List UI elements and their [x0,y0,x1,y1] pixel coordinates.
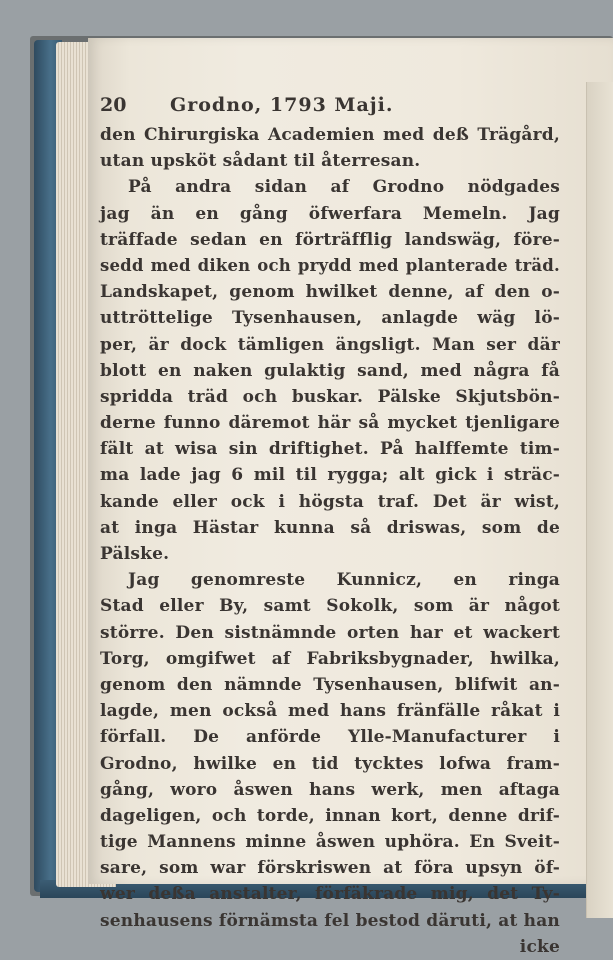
text-line: per, är dock tämligen ängsligt. Man ser där [100,334,560,355]
text-line: Torg, omgifwet af Fabriksbygnader, hwilka, [100,648,560,669]
text-line: spridda träd och buskar. Pälske Skjutsbön- [100,386,560,407]
text-line: träffade sedan en förträfflig landswäg, före- [100,229,560,250]
text-line: kande eller ock i högsta traf. Det är wist, [100,491,560,512]
text-line: senhausens förnämsta fel bestod däruti, at han [100,910,560,931]
text-line: ma lade jag 6 mil til rygga; alt gick i sträc- [100,465,560,486]
text-line: derne funno däremot här så mycket tjenligare [100,413,560,434]
text-line: fält at wisa sin driftighet. På halffemte tim- [100,439,560,460]
catchword: icke [519,936,560,957]
text-line: Jag genomreste Kunnicz, en ringa [128,570,560,591]
text-line: wer deßa anstalter, förfäkrade mig, det Ty- [100,884,560,905]
text-line: at inga Hästar kunna så driswas, som de [100,517,560,538]
text-line: Grodno, hwilke en tid tycktes lofwa fram- [100,753,560,774]
page-text [100,92,560,960]
text-line: utan upsköt sådant til återresan. [100,151,421,172]
text-line: större. Den sistnämnde orten har et wackert [100,622,560,643]
text-line: tige Mannens minne åswen uphöra. En Sveit- [100,832,560,853]
text-line: lagde, men också med hans fränfälle råkat i [100,701,560,722]
text-line: gång, woro åswen hans werk, men aftaga [100,779,560,800]
text-line: jag än en gång öfwerfara Memeln. Jag [100,203,560,224]
text-line: dageligen, och torde, innan kort, denne drif- [100,805,560,826]
text-line: den Chirurgiska Academien med deß Trägård, [100,125,560,145]
running-head: Grodno, 1793 Maji. [170,94,394,116]
text-line: På andra sidan af Grodno nödgades [128,177,560,198]
text-line: Stad eller By, samt Sokolk, som är något [100,596,560,617]
text-line: Landskapet, genom hwilket denne, af den o- [100,282,560,303]
text-line: blott en naken gulaktig sand, med några få [100,360,560,381]
right-page-edge [586,82,613,918]
text-line: Pälske. [100,544,170,564]
text-line: förfall. De anförde Ylle-Manufacturer i [100,727,560,748]
page-number: 20 [100,94,127,116]
text-line: genom den nämnde Tysenhausen, blifwit an- [100,674,560,695]
text-line: sedd med diken och prydd med planterade träd. [100,255,560,275]
page-header [100,92,560,122]
text-line: sare, som war förskriswen at föra upsyn öf- [100,858,560,879]
text-line: uttröttelige Tysenhausen, anlagde wäg lö- [100,308,560,329]
